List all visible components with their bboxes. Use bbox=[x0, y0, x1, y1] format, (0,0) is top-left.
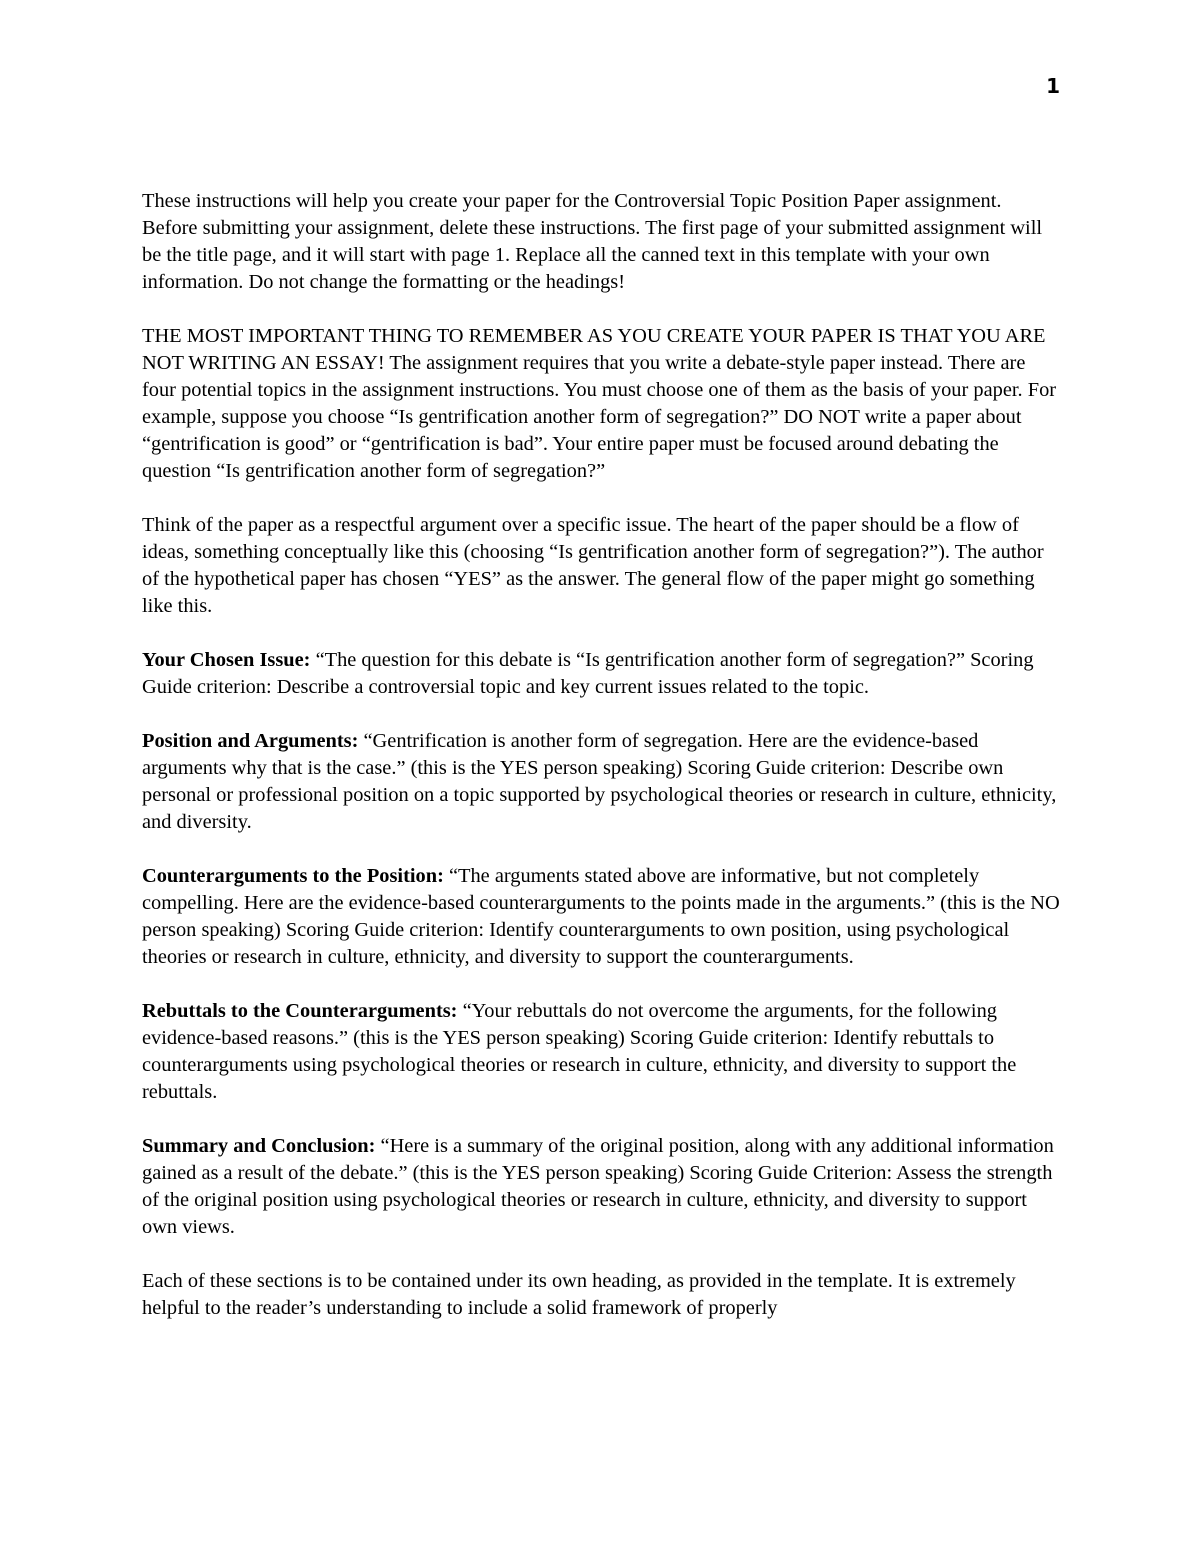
section-heading: Summary and Conclusion: bbox=[142, 1135, 381, 1157]
section-heading: Rebuttals to the Counterarguments: bbox=[142, 1000, 463, 1022]
paragraph-instructions-intro bbox=[142, 188, 1062, 296]
paragraph-text: THE MOST IMPORTANT THING TO REMEMBER AS YOU CREATE YOUR PAPER IS THAT YOU ARE NOT WRITING AN ESSAY! The assignment requires that you write a debate-style paper instead. There are four potential topics in the assignment instructions. You must choose one of them as the basis of your paper. For example, suppose you choose “Is gentrification another form of segregation?” DO NOT write a paper about “gentrification is good” or “gentrification is bad”. Your entire paper must be focused around debating the question “Is gentrification another form of segregation?” bbox=[142, 325, 1057, 482]
section-counterarguments bbox=[142, 863, 1062, 971]
section-text: “The arguments stated above are informative, but not completely compelling. Here are the evidence-based counterarguments to the points made in the arguments.” (this is the NO person speaking) Scoring Guide criterion: Identify counterarguments to own position, using psychological theories or research in culture, ethnicity, and diversity to support the counterarguments. bbox=[142, 865, 1060, 968]
section-heading: Position and Arguments: bbox=[142, 730, 364, 752]
paragraph-sections-note bbox=[142, 1268, 1062, 1322]
section-summary-conclusion bbox=[142, 1133, 1062, 1241]
section-text: “The question for this debate is “Is gentrification another form of segregation?” Scoring Guide criterion: Describe a controversial topic and key current issues related to the topic. bbox=[142, 649, 1034, 698]
paragraph-important-note bbox=[142, 323, 1062, 485]
section-heading: Counterarguments to the Position: bbox=[142, 865, 449, 887]
section-text: “Your rebuttals do not overcome the arguments, for the following evidence-based reasons.” (this is the YES person speaking) Scoring Guide criterion: Identify rebuttals to counterarguments using psychological theories or research in culture, ethnicity, and diversity to support the rebuttals. bbox=[142, 1000, 1017, 1103]
paragraph-flow-of-ideas bbox=[142, 512, 1062, 620]
paragraph-text: Each of these sections is to be contained under its own heading, as provided in the template. It is extremely helpful to the reader’s understanding to include a solid framework of properly bbox=[142, 1270, 1016, 1319]
document-body bbox=[142, 188, 1062, 1349]
section-rebuttals bbox=[142, 998, 1062, 1106]
section-position-arguments bbox=[142, 728, 1062, 836]
section-text: “Gentrification is another form of segregation. Here are the evidence-based arguments why that is the case.” (this is the YES person speaking) Scoring Guide criterion: Describe own personal or professional position on a topic supported by psychological theories or research in culture, ethnicity, and diversity. bbox=[142, 730, 1057, 833]
section-text: “Here is a summary of the original position, along with any additional information gained as a result of the debate.” (this is the YES person speaking) Scoring Guide Criterion: Assess the strength of the original position using psychological theories or research in culture, ethnicity, and diversity to support own views. bbox=[142, 1135, 1054, 1238]
section-heading: Your Chosen Issue: bbox=[142, 649, 316, 671]
paragraph-text: Think of the paper as a respectful argument over a specific issue. The heart of the paper should be a flow of ideas, something conceptually like this (choosing “Is gentrification another form of segregation?”). The author of the hypothetical paper has chosen “YES” as the answer. The general flow of the paper might go something like this. bbox=[142, 514, 1044, 617]
page-number: 1 bbox=[1046, 74, 1060, 98]
section-chosen-issue bbox=[142, 647, 1062, 701]
paragraph-text: These instructions will help you create your paper for the Controversial Topic Position Paper assignment. Before submitting your assignment, delete these instructions. The first page of your submitted assignment will be the title page, and it will start with page 1. Replace all the canned text in this template with your own information. Do not change the formatting or the headings! bbox=[142, 190, 1043, 293]
